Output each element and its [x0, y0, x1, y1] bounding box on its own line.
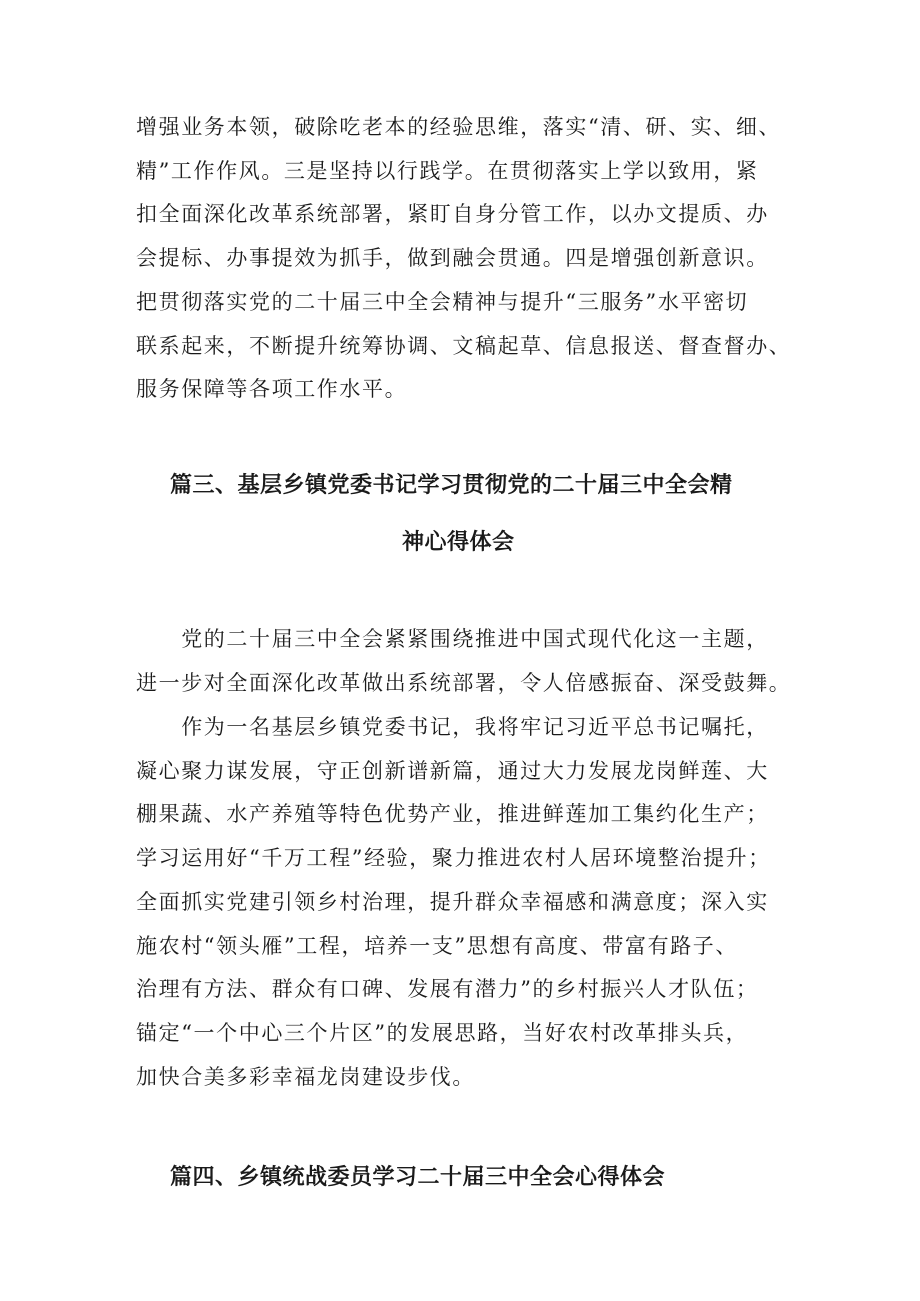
text-line: 棚果蔬、水产养殖等特色优势产业，推进鲜莲加工集约化生产；	[136, 802, 769, 827]
text-line: 凝心聚力谋发展，守正创新谱新篇，通过大力发展龙岗鲜莲、大	[136, 758, 769, 783]
text-line: 会提标、办事提效为抓手，做到融会贯通。四是增强创新意识。	[136, 246, 769, 271]
text-line: 扣全面深化改革系统部署，紧盯自身分管工作，以办文提质、办	[136, 202, 769, 227]
text-line: 治理有方法、群众有口碑、发展有潜力”的乡村振兴人才队伍；	[136, 977, 759, 1002]
text-line: 加快合美多彩幸福龙岗建设步伐。	[136, 1064, 475, 1089]
section3-title-line2: 神心得体会	[402, 530, 515, 555]
continuation-paragraph	[136, 106, 796, 412]
text-line: 联系起来，不断提升统筹协调、文稿起草、信息报送、督查督办、	[136, 333, 792, 358]
text-line: 增强业务本领，破除吃老本的经验思维，落实“清、研、实、细、	[136, 115, 782, 139]
text-line: 全面抓实党建引领乡村治理，提升群众幸福感和满意度；深入实	[136, 889, 769, 914]
text-line: 作为一名基层乡镇党委书记，我将牢记习近平总书记嘱托，	[136, 715, 769, 739]
section3-title-line1: 篇三、基层乡镇党委书记学习贯彻党的二十届三中全会精	[170, 473, 733, 498]
text-line: 服务保障等各项工作水平。	[136, 377, 408, 402]
text-line: 施农村“领头雁”工程，培养一支”思想有高度、带富有路子、	[136, 933, 739, 958]
text-line: 学习运用好“千万工程”经验，聚力推进农村人居环境整治提升；	[136, 846, 771, 871]
section4-title: 篇四、乡镇统战委员学习二十届三中全会心得体会	[170, 1165, 666, 1190]
text-line: 党的二十届三中全会紧紧围绕推进中国式现代化这一主题，	[136, 627, 769, 651]
text-line: 精”工作作风。三是坚持以行践学。在贯彻落实上学以致用，紧	[136, 158, 759, 183]
text-line: 进一步对全面深化改革做出系统部署，令人倍感振奋、深受鼓舞。	[136, 670, 792, 695]
section3-paragraph-1	[136, 618, 796, 705]
text-line: 把贯彻落实党的二十届三中全会精神与提升“三服务”水平密切	[136, 289, 749, 314]
section3-paragraph-2	[136, 706, 796, 1099]
text-line: 锚定“一个中心三个片区”的发展思路，当好农村改革排头兵，	[136, 1020, 749, 1045]
